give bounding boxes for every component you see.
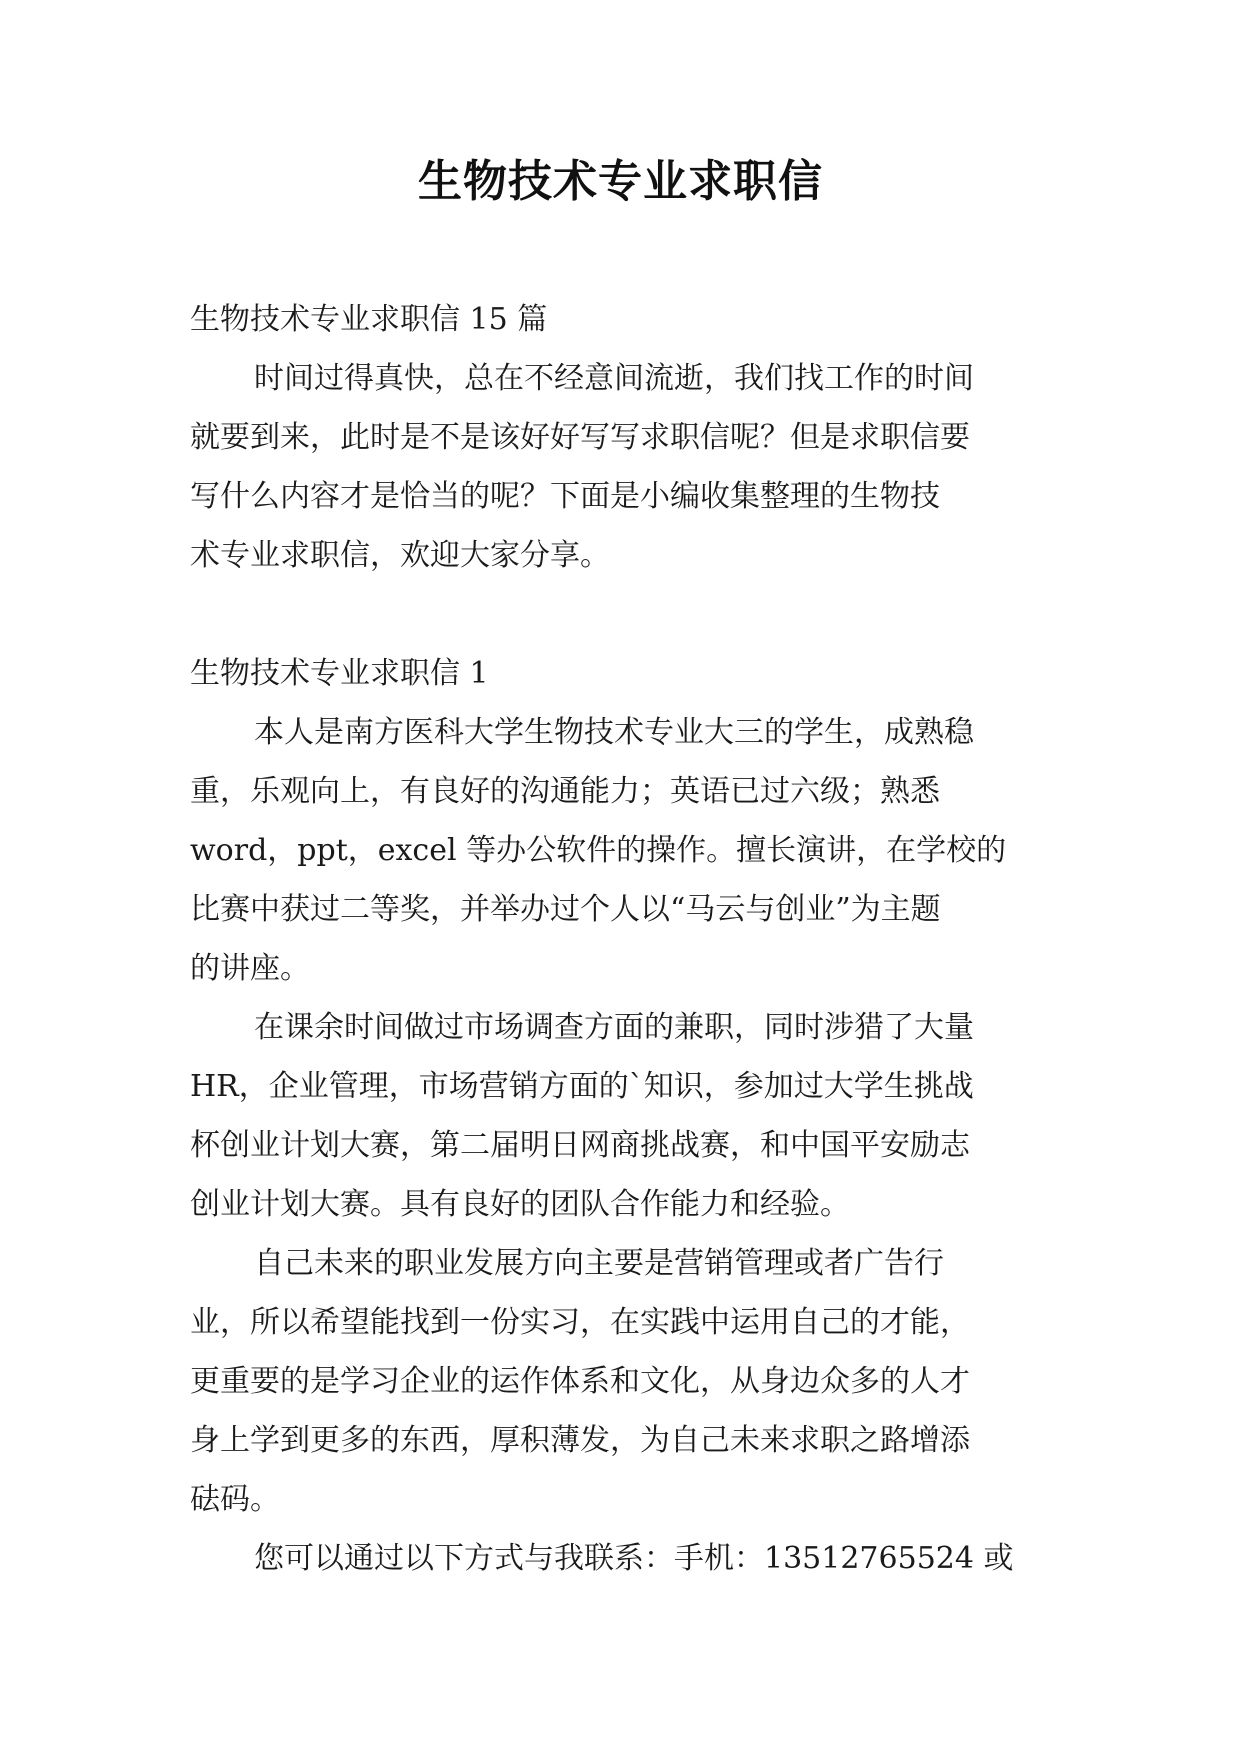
text-line: 自己未来的职业发展方向主要是营销管理或者广告行 xyxy=(254,1246,944,1281)
paragraph-4 xyxy=(190,1529,1050,1588)
paragraph-1 xyxy=(190,703,1050,998)
paragraph-2 xyxy=(190,998,1050,1234)
text-line: 比赛中获过二等奖，并举办过个人以“马云与创业”为主题 xyxy=(190,892,941,927)
text-line: 创业计划大赛。具有良好的团队合作能力和经验。 xyxy=(190,1187,850,1222)
blank-line xyxy=(190,585,1050,644)
section-heading: 生物技术专业求职信 1 xyxy=(190,656,489,691)
text-line: 写什么内容才是恰当的呢？下面是小编收集整理的生物技 xyxy=(190,479,940,514)
text-line: 就要到来，此时是不是该好好写写求职信呢？但是求职信要 xyxy=(190,420,970,455)
text-line: 杯创业计划大赛，第二届明日网商挑战赛，和中国平安励志 xyxy=(190,1128,970,1163)
text-line: 在课余时间做过市场调查方面的兼职，同时涉猎了大量 xyxy=(254,1010,974,1045)
text-line: 您可以通过以下方式与我联系：手机：13512765524 或 xyxy=(254,1541,1014,1576)
text-line: 时间过得真快，总在不经意间流逝，我们找工作的时间 xyxy=(254,361,974,396)
intro-paragraph xyxy=(190,349,1050,585)
paragraph-3 xyxy=(190,1234,1050,1529)
text-line: 业，所以希望能找到一份实习，在实践中运用自己的才能， xyxy=(190,1305,970,1340)
text-line: 砝码。 xyxy=(190,1482,280,1517)
document-body xyxy=(190,290,1050,1588)
text-line: 更重要的是学习企业的运作体系和文化，从身边众多的人才 xyxy=(190,1364,970,1399)
document-title: 生物技术专业求职信 xyxy=(418,156,823,207)
text-line: 重，乐观向上，有良好的沟通能力；英语已过六级；熟悉 xyxy=(190,774,940,809)
text-line: word，ppt，excel 等办公软件的操作。擅长演讲，在学校的 xyxy=(190,833,1007,868)
text-line: 术专业求职信，欢迎大家分享。 xyxy=(190,538,610,573)
text-line: HR，企业管理，市场营销方面的`知识，参加过大学生挑战 xyxy=(190,1069,974,1104)
intro-heading: 生物技术专业求职信 15 篇 xyxy=(190,302,548,337)
text-line: 本人是南方医科大学生物技术专业大三的学生，成熟稳 xyxy=(254,715,974,750)
text-line: 身上学到更多的东西，厚积薄发，为自己未来求职之路增添 xyxy=(190,1423,970,1458)
text-line: 的讲座。 xyxy=(190,951,310,986)
